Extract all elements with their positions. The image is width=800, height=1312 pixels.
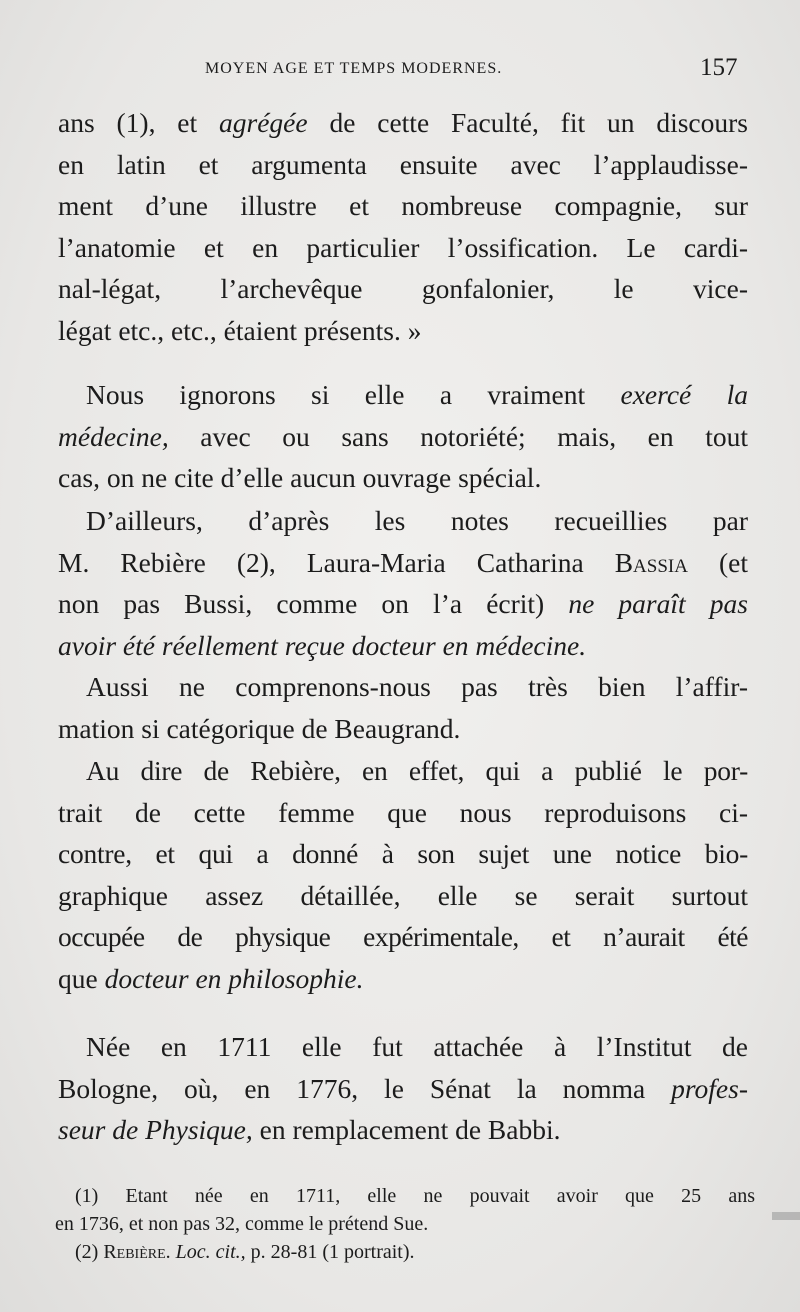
text-line: occupée de physique expérimentale, et n’aurait été [58,921,748,952]
paragraph-6 [58,1026,748,1151]
text-line: M. Rebière (2), Laura-Maria Catharina Bassia (et [58,546,748,578]
text-line: médecine, avec ou sans notoriété; mais, en tout [58,420,748,452]
text-line: trait de cette femme que nous reproduisons ci- [58,796,748,828]
text-line: Au dire de Rebière, en effet, qui a publié le por- [86,755,748,786]
text-line: Bologne, où, en 1776, le Sénat la nomma profes- [58,1072,748,1104]
footnotes [55,1182,755,1266]
text-line: graphique assez détaillée, elle se serait surtout [58,879,748,911]
text-line: non pas Bussi, comme on l’a écrit) ne paraît pas [58,588,748,619]
running-head: MOYEN AGE ET TEMPS MODERNES. [205,60,503,77]
text-line: en latin et argumenta ensuite avec l’applaudisse- [58,148,748,180]
footnote-line: en 1736, et non pas 32, comme le prétend Sue. [55,1213,429,1235]
text-line: ans (1), et agrégée de cette Faculté, fit un discours [58,107,748,138]
text-line: Aussi ne comprenons-nous pas très bien l’affir- [86,671,748,702]
footnote-line: (1) Etant née en 1711, elle ne pouvait avoir que 25 ans [75,1185,755,1207]
text-line: nal-légat, l’archevêque gonfalonier, le vice- [58,273,748,304]
text-line: légat etc., etc., étaient présents. » [58,314,422,346]
text-line: contre, et qui a donné à son sujet une notice bio- [58,838,748,869]
paragraph-2 [58,374,748,499]
text-line: cas, on ne cite d’elle aucun ouvrage spécial. [58,462,542,493]
text-line: que docteur en philosophie. [58,962,364,994]
paragraph-4 [58,666,748,749]
footnote-line: (2) Rebière. Loc. cit., p. 28-81 (1 portrait). [75,1241,415,1263]
paragraph-5 [58,750,748,999]
text-line: ment d’une illustre et nombreuse compagnie, sur [58,190,748,221]
text-line: Née en 1711 elle fut attachée à l’Institut de [86,1031,748,1062]
text-line: Nous ignorons si elle a vraiment exercé la [86,379,748,410]
text-line: D’ailleurs, d’après les notes recueillies par [86,505,748,536]
scan-artifact [772,1212,800,1220]
text-line: mation si catégorique de Beaugrand. [58,712,461,744]
text-line: seur de Physique, en remplacement de Babbi. [58,1114,561,1145]
paragraph-3 [58,500,748,666]
text-line: l’anatomie et en particulier l’ossification. Le cardi- [58,231,748,263]
paragraph-1 [58,102,748,351]
text-line: avoir été réellement reçue docteur en médecine. [58,629,587,661]
page-number: 157 [700,54,738,81]
